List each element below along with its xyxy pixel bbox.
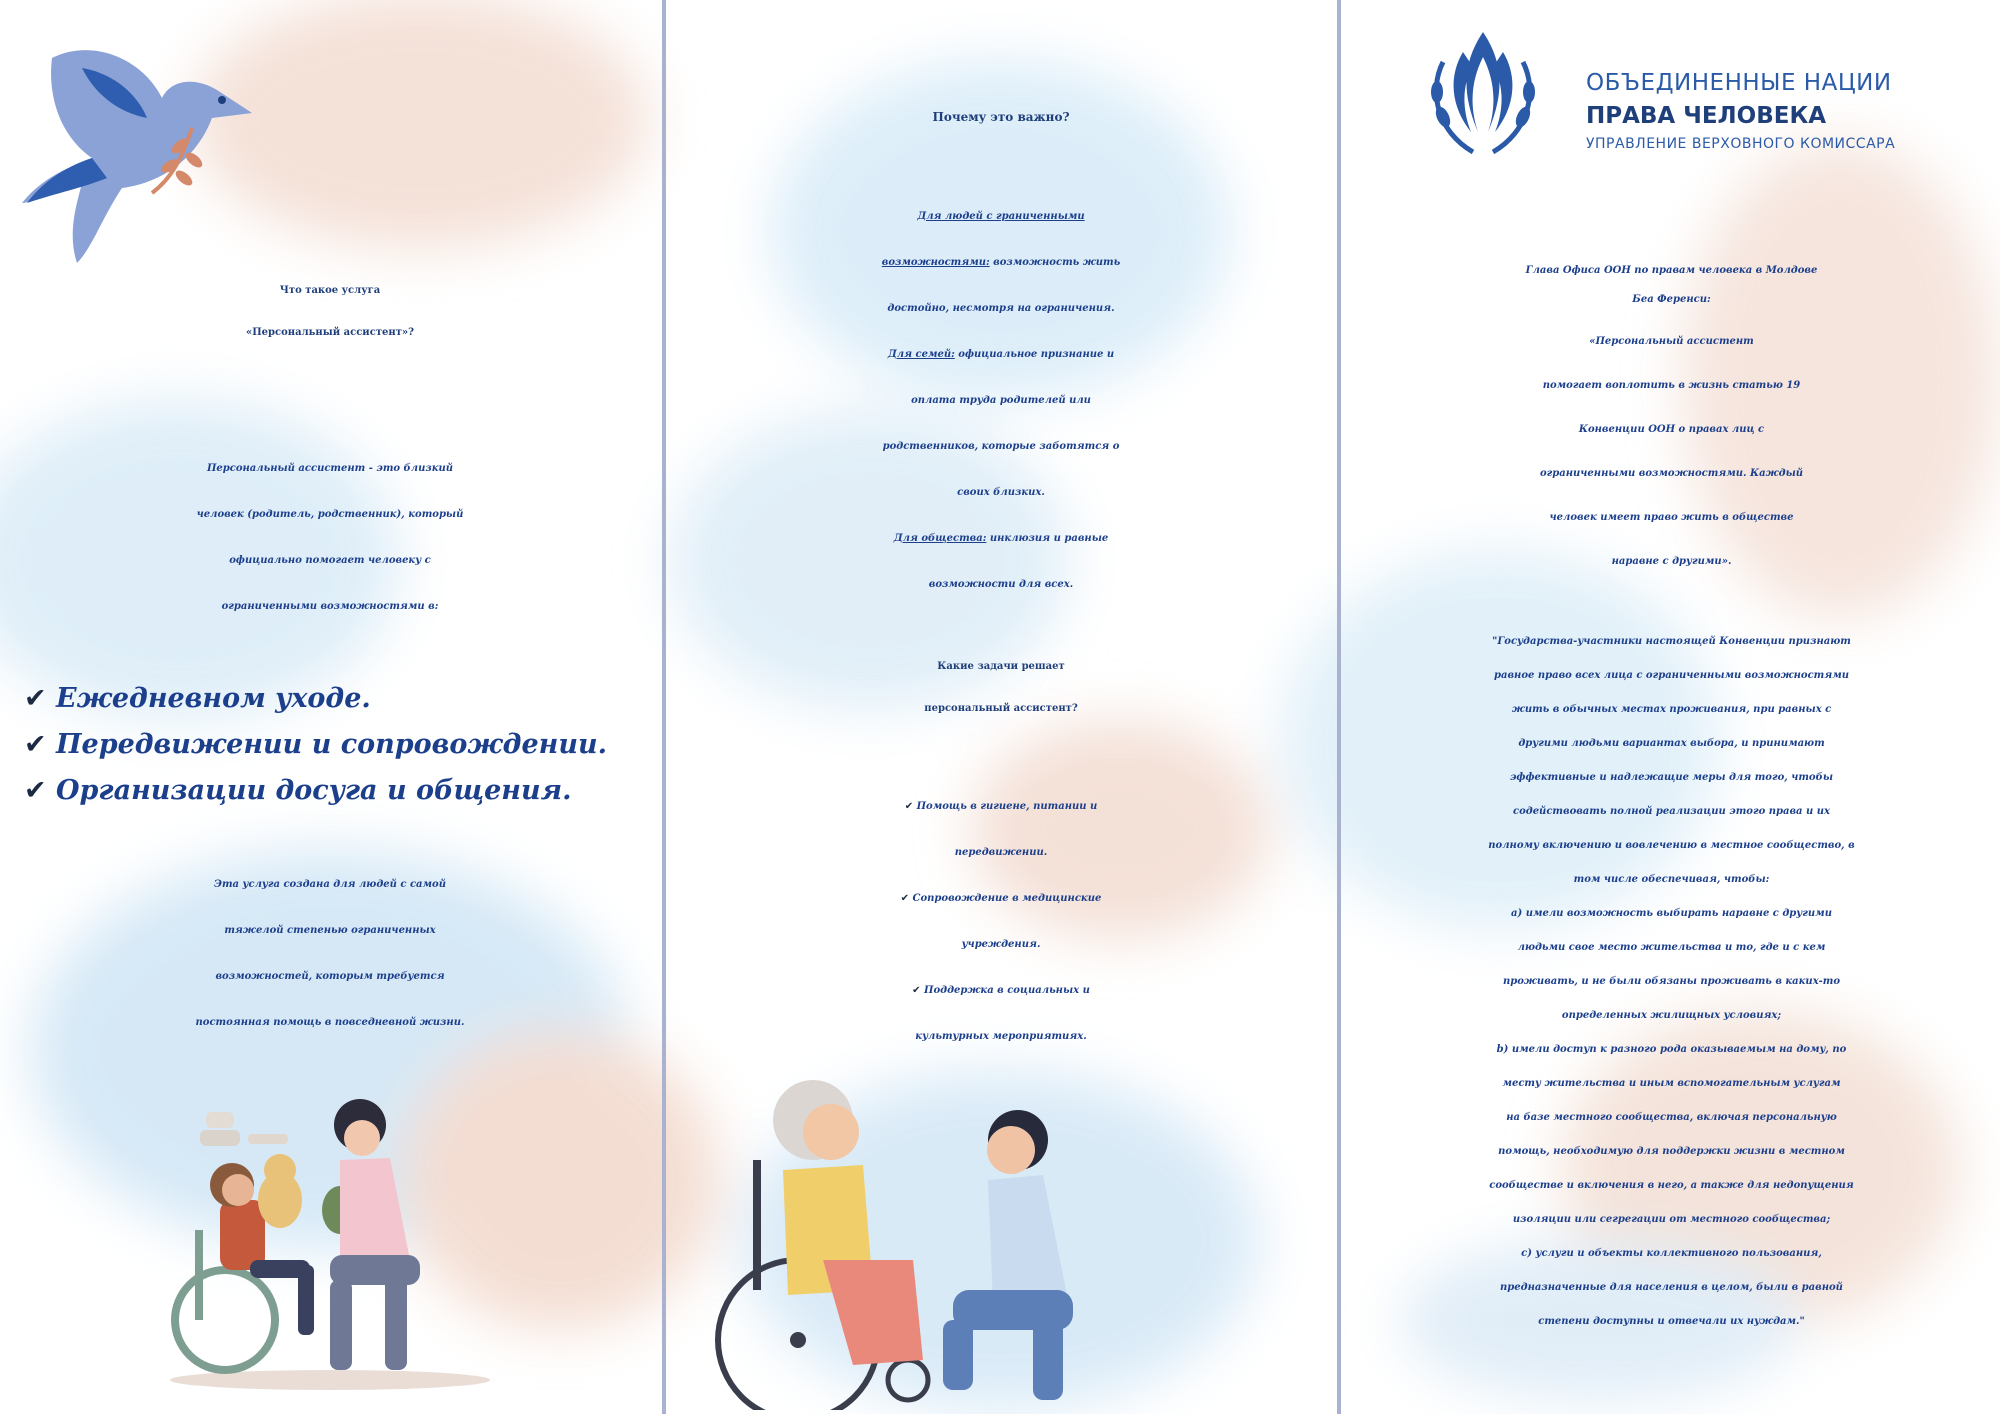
check-mark-icon: ✔ [24,729,47,760]
un-emblem-icon [1423,22,1543,162]
wheelchair-caregiver-illustration [703,1060,1123,1410]
list-item: ✔ Сопровождение в медицинские [900,893,1102,904]
panel-divider-left [662,0,666,1414]
panel-why-important [668,0,1334,1414]
un-logo-line3: УПРАВЛЕНИЕ ВЕРХОВНОГО КОМИССАРА [1586,136,1896,152]
list-item: ✔ Поддержка в социальных и [912,985,1090,996]
check-mark-icon: ✔ [904,801,914,812]
dove-icon [22,18,262,268]
help-areas-list [24,676,660,814]
list-item: ✔ Организации досуга и общения. [24,775,572,806]
importance-text: Для людей с граниченными возможностями: возможность жить достойно, несмотря на ограничения. Для семей: официальное признание и оплата труда родителей или родственников, которые заботятся о своих близких. Для общества: инклюзия и равные возможности для всех. [881,211,1121,590]
list-item: ✔ Ежедневном уходе. [24,683,371,714]
panel2-heading: Почему это важно? [932,110,1070,124]
tasks-list: ✔ Помощь в гигиене, питании и передвижении. ✔ Сопровождение в медицинские учреждения. ✔ Поддержка в социальных и культурных мероприятиях. [668,784,1334,1060]
service-target-text: Эта услуга создана для людей с самой тяжелой степенью ограниченных возможностей, которым требуется постоянная помощь в повседневной жизни. [195,879,465,1028]
personal-assistant-definition: Персональный ассистент - это близкий человек (родитель, родственник), который официально помогает человеку с ограниченными возможностями в: [196,463,464,612]
assistant-with-child-illustration [170,1090,500,1390]
tasks-heading: Какие задачи решает персональный ассистент? [924,661,1078,714]
check-mark-icon: ✔ [900,893,910,904]
un-logo-line1: ОБЪЕДИНЕННЫЕ НАЦИИ [1586,70,1892,96]
check-mark-icon: ✔ [24,683,47,714]
panel-un-quote [1343,0,2000,1414]
convention-article-text: "Государства-участники настоящей Конвенции признают равное право всех лица с ограниченными возможностями жить в обычных местах проживания, при равных с другими людьми вариантах выбора, и принимают эффективные и надлежащие меры для того, чтобы содействовать полной реализации этого права и их полному включению и вовлечению в местное сообщество, в том числе обеспечивая, чтобы: а) имели возможность выбирать наравне с другими людьми свое место жительства и то, где и с кем проживать, и не были обязаны проживать в каких-то определенных жилищных условиях; b) имели доступ к разного рода оказываемым на дому, по месту жительства и иным вспомогательным услугам на базе местного сообщества, включая персональную помощь, необходимую для поддержки жизни в местном сообществе и включения в него, а также для недопущения изоляции или сегрегации от местного сообщества; с) услуги и объекты коллективного пользования, предназначенные для населения в целом, были в равной степени доступны и отвечали их нуждам." [1488,636,1855,1327]
quote-text: «Персональный ассистент помогает воплотить в жизнь статью 19 Конвенции ООН о правах лиц с ограниченными возможностями. Каждый человек имеет право жить в обществе наравне с другими». [1539,336,1804,567]
list-item: ✔ Помощь в гигиене, питании и [904,801,1098,812]
panel-divider-right [1337,0,1341,1414]
check-mark-icon: ✔ [912,985,921,996]
panel1-heading: Что такое услуга «Персональный ассистент»? [245,285,415,338]
un-logo-line2: ПРАВА ЧЕЛОВЕКА [1586,103,1827,129]
check-mark-icon: ✔ [24,775,47,806]
panel-what-is-service [0,0,660,1414]
quote-author: Глава Офиса ООН по правам человека в Молдове Беа Ференси: [1525,265,1818,305]
list-item: ✔ Передвижении и сопровождении. [24,729,607,760]
